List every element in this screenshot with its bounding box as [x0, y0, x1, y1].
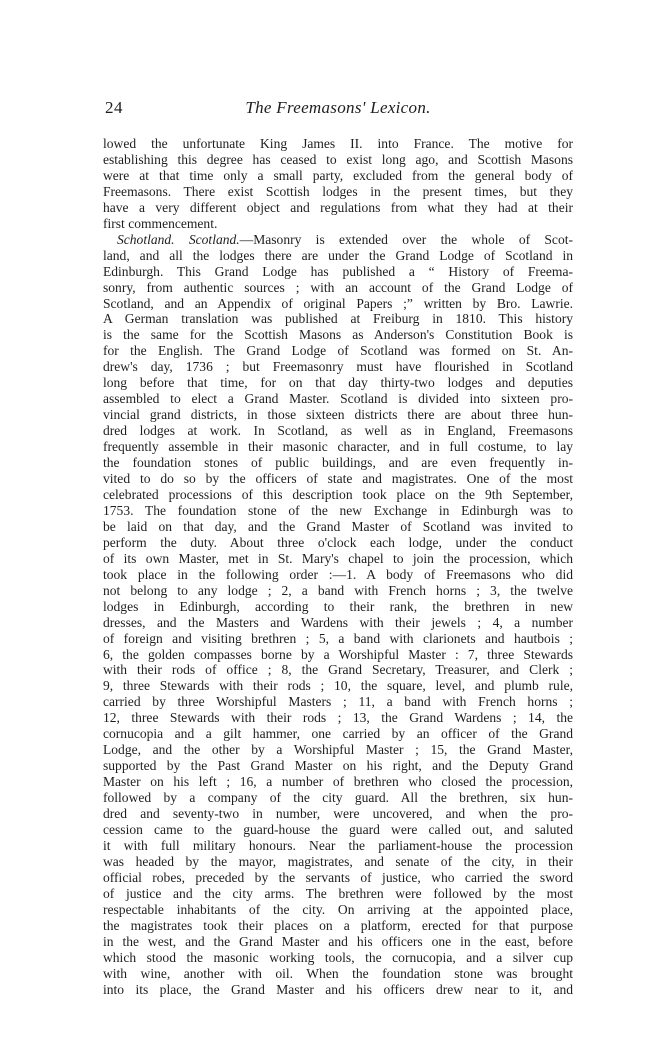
text-line: were at that time only a small party, excluded from the general body of [103, 167, 573, 183]
text-line: sonry, from authentic sources ; with an account of the Grand Lodge of [103, 279, 573, 295]
text-line: celebrated processions of this description took place on the 9th September, [103, 486, 573, 502]
text-line: took place in the following order :—1. A body of Freemasons who did [103, 566, 573, 582]
text-line: be laid on that day, and the Grand Master of Scotland was invited to [103, 518, 573, 534]
text-line: followed by a company of the city guard. All the brethren, six hun- [103, 790, 573, 806]
text-line: 12, three Stewards with their rods ; 13, the Grand Wardens ; 14, the [103, 710, 573, 726]
text-line: drew's day, 1736 ; but Freemasonry must have flourished in Scotland [103, 359, 573, 375]
text-line: perform the duty. About three o'clock each lodge, under the conduct [103, 534, 573, 550]
book-page [103, 98, 573, 997]
text-line: cession came to the guard-house the guard were called out, and saluted [103, 821, 573, 837]
text-line: Freemasons. There exist Scottish lodges in the present times, but they [103, 183, 573, 199]
page-number: 24 [105, 98, 123, 117]
text-line: land, and all the lodges there are under the Grand Lodge of Scotland in [103, 247, 573, 263]
text-line: have a very different object and regulations from what they had at their [103, 199, 573, 215]
text-line: of foreign and visiting brethren ; 5, a band with clarionets and hautbois ; [103, 630, 573, 646]
text-line: official robes, preceded by the servants of justice, who carried the sword [103, 869, 573, 885]
text-line: A German translation was published at Freiburg in 1810. This history [103, 311, 573, 327]
text-line: vincial grand districts, in those sixteen districts there are about three hun- [103, 407, 573, 423]
text-line: it with full military honours. Near the parliament-house the procession [103, 837, 573, 853]
text-line: with their rods of office ; 8, the Grand Secretary, Treasurer, and Clerk ; [103, 662, 573, 678]
text-line: supported by the Past Grand Master on his right, and the Deputy Grand [103, 758, 573, 774]
text-line: of its own Master, met in St. Mary's chapel to join the procession, which [103, 550, 573, 566]
text-line: carried by three Worshipful Masters ; 11, a band with French horns ; [103, 694, 573, 710]
text-line: long before that time, for on that day thirty-two lodges and deputies [103, 375, 573, 391]
text-line: 9, three Stewards with their rods ; 10, the square, level, and plumb rule, [103, 678, 573, 694]
text-line: the magistrates took their places on a platform, erected for that purpose [103, 917, 573, 933]
text-line: Scotland, and an Appendix of original Papers ;” written by Bro. Lawrie. [103, 295, 573, 311]
text-line: of justice and the city arms. The brethren were followed by the most [103, 885, 573, 901]
page-header [103, 98, 573, 124]
text-line: which stood the masonic working tools, the cornucopia, and a silver cup [103, 949, 573, 965]
text-line: was headed by the mayor, magistrates, and senate of the city, in their [103, 853, 573, 869]
text-line: not belong to any lodge ; 2, a band with French horns ; 3, the twelve [103, 582, 573, 598]
text-line: Master on his left ; 16, a number of brethren who closed the procession, [103, 774, 573, 790]
text-line: lowed the unfortunate King James II. into France. The motive for [103, 136, 573, 151]
text-line: the foundation stones of public buildings, and are even frequently in- [103, 455, 573, 471]
text-line: frequently assemble in their masonic character, and in full costume, to lay [103, 439, 573, 455]
text-line: establishing this degree has ceased to exist long ago, and Scottish Masons [103, 151, 573, 167]
text-line: dresses, and the Masters and Wardens with their jewels ; 4, a number [103, 614, 573, 630]
text-line: is the same for the Scottish Masons as Anderson's Constitution Book is [103, 327, 573, 343]
text-line: lodges in Edinburgh, according to their rank, the brethren in new [103, 598, 573, 614]
entry-heading: Schotland. Scotland. [117, 231, 240, 247]
text-line: cornucopia and a gilt hammer, one carried by an officer of the Grand [103, 726, 573, 742]
paragraph [103, 136, 573, 232]
running-title: The Freemasons' Lexicon. [245, 98, 431, 117]
text-line: dred lodges at work. In Scotland, as well as in England, Freemasons [103, 423, 573, 439]
text-line: vited to do so by the officers of state and magistrates. One of the most [103, 471, 573, 487]
text-line: 6, the golden compasses borne by a Worshipful Master : 7, three Stewards [103, 646, 573, 662]
text-line: dred and seventy-two in number, were uncovered, and when the pro- [103, 806, 573, 822]
text-line: 1753. The foundation stone of the new Exchange in Edinburgh was to [103, 502, 573, 518]
text-line: with wine, another with oil. When the foundation stone was brought [103, 965, 573, 981]
text-line: for the English. The Grand Lodge of Scotland was formed on St. An- [103, 343, 573, 359]
text-line [103, 232, 573, 248]
body-text [103, 136, 573, 997]
text-line: Lodge, and the other by a Worshipful Master ; 15, the Grand Master, [103, 742, 573, 758]
text-line-content: —Masonry is extended over the whole of Scot- [239, 231, 573, 247]
text-line: into its place, the Grand Master and his officers drew near to it, and [103, 981, 573, 997]
text-line: respectable inhabitants of the city. On arriving at the appointed place, [103, 901, 573, 917]
text-line: first commencement. [103, 215, 218, 231]
text-line: Edinburgh. This Grand Lodge has published a “ History of Freema- [103, 263, 573, 279]
paragraph [103, 232, 573, 998]
text-line: in the west, and the Grand Master and his officers one in the east, before [103, 933, 573, 949]
text-line: assembled to elect a Grand Master. Scotland is divided into sixteen pro- [103, 391, 573, 407]
